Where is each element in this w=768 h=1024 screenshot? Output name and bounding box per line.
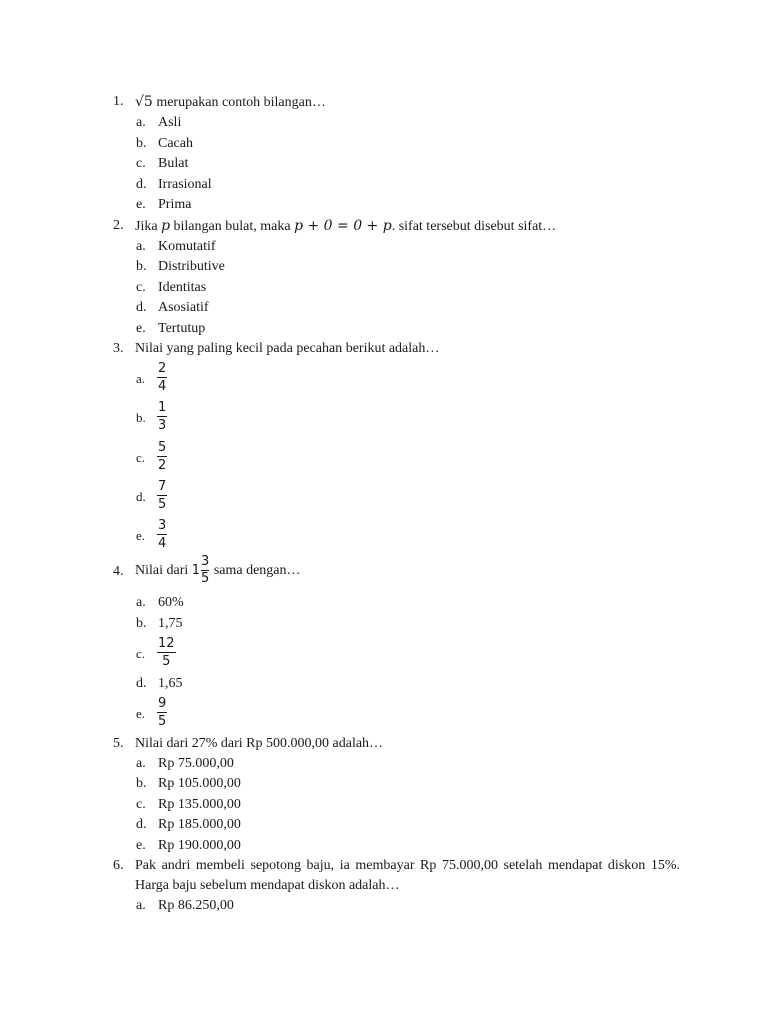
- fraction-bar: [157, 652, 176, 653]
- option-text: Tertutup: [158, 320, 206, 336]
- question-number: 2.: [113, 217, 124, 233]
- question-stem: [135, 555, 680, 593]
- option-letter: b.: [136, 259, 147, 274]
- fraction: [158, 696, 166, 729]
- option-list: [0, 593, 768, 733]
- option-text: Rp 135.000,00: [158, 796, 241, 812]
- fraction-bar: [157, 712, 167, 713]
- option-letter: c.: [136, 279, 146, 295]
- option-letter: e.: [136, 528, 146, 544]
- fraction-bar: [157, 456, 167, 457]
- option-a[interactable]: [0, 754, 768, 775]
- option-a[interactable]: [0, 593, 768, 614]
- fraction-bar: [157, 534, 167, 535]
- option-e[interactable]: [0, 516, 768, 555]
- question-number: 6.: [113, 858, 124, 874]
- fraction-denominator: 3: [158, 418, 167, 434]
- option-letter: d.: [136, 176, 147, 192]
- fraction-denominator: 2: [158, 457, 167, 473]
- option-letter: b.: [136, 776, 147, 792]
- option-letter: d.: [136, 675, 147, 691]
- fraction-denominator: 4: [158, 536, 167, 552]
- sqrt-expression-text: √5: [135, 94, 153, 110]
- option-text: Identitas: [158, 279, 207, 295]
- option-letter: c.: [136, 796, 146, 812]
- option-list: [0, 359, 768, 555]
- option-text: Bulat: [158, 156, 189, 171]
- option-letter: a.: [136, 115, 146, 130]
- stem-after: sama dengan…: [213, 563, 301, 579]
- option-b[interactable]: [0, 614, 768, 635]
- option-letter: e.: [136, 197, 146, 212]
- option-letter: d.: [136, 488, 146, 504]
- option-a[interactable]: [0, 237, 768, 258]
- option-e[interactable]: [0, 195, 768, 216]
- option-letter: c.: [136, 156, 146, 171]
- option-d[interactable]: [0, 477, 768, 516]
- option-a[interactable]: [0, 359, 768, 398]
- question-6: [0, 856, 768, 917]
- option-text: Rp 105.000,00: [158, 776, 241, 792]
- question-stem: [135, 92, 680, 113]
- fraction-numerator: 5: [158, 439, 167, 455]
- stem-variable: p: [161, 217, 171, 234]
- question-list: [0, 92, 768, 917]
- stem-equation: p + 0 = 0 + p: [294, 217, 392, 234]
- option-text: Rp 190.000,00: [158, 837, 241, 853]
- question-number: 1.: [113, 94, 124, 109]
- fraction-denominator: 5: [158, 714, 167, 730]
- option-letter: b.: [136, 410, 146, 426]
- fraction: [158, 361, 166, 394]
- fraction-denominator: 5: [201, 571, 210, 587]
- option-letter: c.: [136, 449, 146, 465]
- option-text: Rp 185.000,00: [158, 817, 241, 833]
- fraction-bar: [157, 495, 167, 496]
- option-text: Irrasional: [158, 176, 212, 192]
- option-d[interactable]: [0, 674, 768, 695]
- option-d[interactable]: [0, 815, 768, 836]
- option-c[interactable]: [0, 278, 768, 299]
- option-list: [0, 113, 768, 216]
- option-letter: e.: [136, 706, 146, 722]
- option-e[interactable]: [0, 319, 768, 340]
- question-3: [0, 339, 768, 555]
- option-text: Cacah: [158, 135, 193, 151]
- option-b[interactable]: [0, 257, 768, 278]
- option-text: Asosiatif: [158, 300, 209, 315]
- fraction-numerator: 7: [158, 478, 167, 494]
- option-list: [0, 896, 768, 917]
- option-e[interactable]: [0, 836, 768, 857]
- mixed-number-whole: 1: [191, 563, 201, 579]
- question-stem-line: [135, 554, 301, 587]
- option-text: Rp 75.000,00: [158, 755, 234, 771]
- fraction-denominator: 5: [158, 496, 167, 512]
- question-stem: [135, 216, 680, 237]
- question-number: 5.: [113, 735, 124, 751]
- option-letter: d.: [136, 300, 147, 315]
- option-text: Distributive: [158, 259, 225, 274]
- question-2: [0, 216, 768, 340]
- fraction-numerator: 12: [158, 636, 175, 652]
- option-b[interactable]: [0, 398, 768, 437]
- option-letter: d.: [136, 817, 147, 833]
- option-text: 1,75: [158, 615, 183, 631]
- fraction: [158, 636, 175, 669]
- option-text: Prima: [158, 197, 192, 212]
- option-a[interactable]: [0, 113, 768, 134]
- option-letter: a.: [136, 371, 146, 386]
- fraction-numerator: 2: [158, 361, 167, 376]
- question-1: [0, 92, 768, 216]
- question-stem: Nilai dari 27% dari Rp 500.000,00 adalah…: [135, 735, 384, 751]
- option-letter: a.: [136, 595, 146, 611]
- stem-before: Nilai dari: [135, 563, 189, 579]
- fraction-numerator: 3: [201, 554, 210, 570]
- fraction-numerator: 9: [158, 696, 167, 712]
- question-number: 3.: [113, 341, 124, 356]
- question-stem: Nilai yang paling kecil pada pecahan berikut adalah…: [135, 341, 440, 356]
- stem-middle: bilangan bulat, maka: [173, 218, 291, 234]
- fraction: [158, 479, 166, 512]
- option-text: 60%: [158, 595, 184, 611]
- option-b[interactable]: [0, 134, 768, 155]
- option-letter: b.: [136, 615, 147, 631]
- option-letter: e.: [136, 837, 146, 853]
- option-d[interactable]: [0, 298, 768, 319]
- stem-after: . sifat tersebut disebut sifat…: [391, 218, 557, 234]
- fraction-bar: [157, 416, 167, 417]
- question-4: [0, 555, 768, 733]
- option-c[interactable]: [0, 795, 768, 816]
- option-letter: a.: [136, 238, 146, 254]
- option-text: Asli: [158, 115, 182, 130]
- question-stem: Pak andri membeli sepotong baju, ia membayar Rp 75.000,00 setelah mendapat diskon 15%. Harga baju sebelum mendapat diskon adalah…: [135, 858, 680, 894]
- option-a[interactable]: [0, 896, 768, 917]
- option-b[interactable]: [0, 774, 768, 795]
- option-text: Komutatif: [158, 238, 216, 254]
- option-d[interactable]: [0, 175, 768, 196]
- stem-before: Jika: [135, 218, 158, 234]
- question-stem-text: merupakan contoh bilangan…: [156, 95, 326, 110]
- fraction-numerator: 3: [158, 518, 167, 534]
- fraction: [158, 518, 166, 551]
- fraction: [158, 400, 166, 433]
- option-letter: c.: [136, 646, 146, 662]
- option-list: [0, 237, 768, 340]
- fraction-numerator: 1: [158, 400, 167, 416]
- mixed-number-fraction: [201, 555, 209, 586]
- option-text: Rp 86.250,00: [158, 898, 234, 914]
- question-5: [0, 734, 768, 857]
- option-list: [0, 754, 768, 857]
- option-letter: a.: [136, 898, 146, 914]
- option-e[interactable]: [0, 694, 768, 733]
- fraction: [158, 440, 166, 473]
- option-letter: b.: [136, 135, 147, 151]
- fraction-bar: [157, 377, 167, 378]
- question-number: 4.: [113, 564, 124, 580]
- option-letter: e.: [136, 320, 146, 336]
- option-c[interactable]: [0, 154, 768, 175]
- option-c[interactable]: [0, 438, 768, 477]
- option-text: 1,65: [158, 675, 183, 691]
- sqrt-expression: [135, 94, 153, 110]
- option-c[interactable]: [0, 634, 768, 673]
- fraction-denominator: 4: [158, 379, 167, 394]
- fraction-denominator: 5: [162, 654, 171, 670]
- option-letter: a.: [136, 755, 146, 771]
